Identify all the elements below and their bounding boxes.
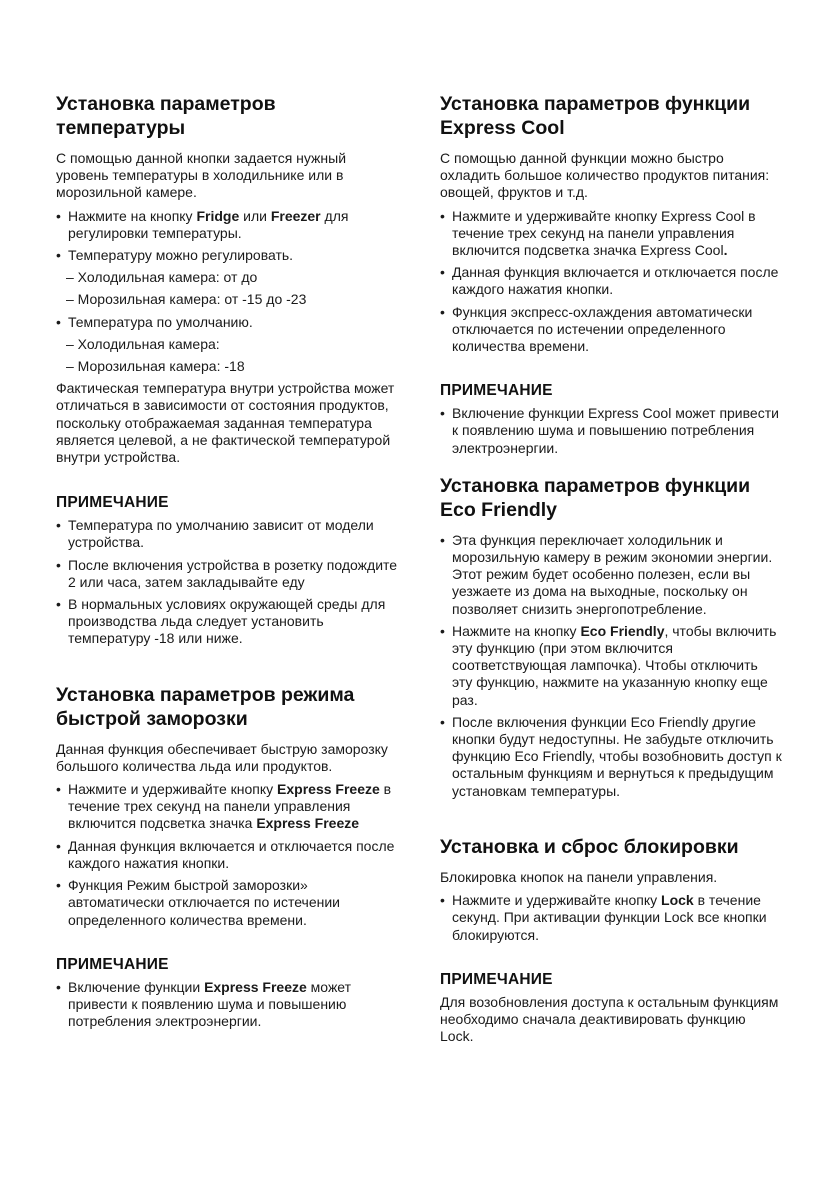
list-item: • Эта функция переключает холодильник и морозильную камеру в режим экономии энергии. Этот режим будет особенно полезен, если вы уезжаете из дома на выходные, поскольку он позволяет снизить энергопотребление. xyxy=(440,532,782,618)
note-list xyxy=(440,405,782,457)
list-item: • Данная функция включается и отключается после каждого нажатия кнопки. xyxy=(56,838,398,872)
temperature-section xyxy=(56,92,398,466)
left-column xyxy=(56,92,398,1035)
temperature-intro: С помощью данной кнопки задается нужный уровень температуры в холодильнике или в морозильной камере. xyxy=(56,150,347,201)
sub-item: – Морозильная камера: -18 xyxy=(66,358,245,375)
eco-friendly-section xyxy=(440,474,782,800)
lock-section xyxy=(440,835,782,944)
note-title: ПРИМЕЧАНИЕ xyxy=(56,955,169,973)
list-item: • Данная функция включается и отключается после каждого нажатия кнопки. xyxy=(440,264,782,298)
list-item: • Температура по умолчанию. xyxy=(56,314,398,331)
fast-freeze-section xyxy=(56,683,398,929)
express-cool-intro: С помощью данной функции можно быстро охладить большое количество продуктов питания: овощей, фруктов и т.д. xyxy=(440,150,770,201)
note-title: ПРИМЕЧАНИЕ xyxy=(440,970,553,988)
sub-item: – Холодильная камера: от до xyxy=(66,269,258,286)
list-item: • Нажмите и удерживайте кнопку Lock в течение секунд. При активации функции Lock все кнопки блокируются. xyxy=(440,892,782,944)
list-item: • Функция экспресс-охлаждения автоматически отключается по истечении определенного количества времени. xyxy=(440,304,782,356)
note-title: ПРИМЕЧАНИЕ xyxy=(440,382,553,400)
list-item: • Нажмите и удерживайте кнопку Express Freeze в течение трех секунд на панели управления включится подсветка значка Express Freeze xyxy=(56,781,398,833)
temperature-paragraph: Фактическая температура внутри устройства может отличаться в зависимости от состояния продуктов, поскольку отображаемая заданная температура является целевой, а не фактической температурой внутри устройства. xyxy=(56,380,395,466)
eco-friendly-title: Установка параметров функции Eco Friendly xyxy=(440,474,751,521)
list-item: • Температура по умолчанию зависит от модели устройства. xyxy=(56,517,398,551)
note-title: ПРИМЕЧАНИЕ xyxy=(56,494,169,512)
eco-friendly-list xyxy=(440,532,782,800)
lock-title: Установка и сброс блокировки xyxy=(440,835,739,858)
note-list xyxy=(56,979,398,1031)
list-item: • Нажмите на кнопку Eco Friendly, чтобы включить эту функцию (при этом включится соответствующая лампочка). Чтобы отключить эту функцию, нажмите на указанную кнопку еще раз. xyxy=(440,623,782,709)
list-item: • Функция Режим быстрой заморозки» автоматически отключается по истечении определенного количества времени. xyxy=(56,877,398,929)
note-text: Для возобновления доступа к остальным функциям необходимо сначала деактивировать функцию Lock. xyxy=(440,993,779,1045)
temperature-list xyxy=(56,208,398,376)
note-section xyxy=(440,971,782,1046)
list-item: • Включение функции Express Freeze может привести к появлению шума и повышению потребления электроэнергии. xyxy=(56,979,398,1031)
express-cool-section xyxy=(440,92,782,355)
list-item: • После включения функции Eco Friendly другие кнопки будут недоступны. Не забудьте отключить функцию Eco Friendly, чтобы возобновить доступ к остальным функциям и вернуться к предыдущим установкам температуры. xyxy=(440,714,782,800)
sub-item: – Холодильная камера: xyxy=(66,335,220,352)
lock-intro: Блокировка кнопок на панели управления. xyxy=(440,868,718,885)
list-item: • В нормальных условиях окружающей среды для производства льда следует установить температуру -18 или ниже. xyxy=(56,596,398,648)
fast-freeze-title: Установка параметров режима быстрой заморозки xyxy=(56,683,355,730)
list-item: • После включения устройства в розетку подождите 2 или часа, затем закладывайте еду xyxy=(56,557,398,591)
temperature-title: Установка параметров температуры xyxy=(56,93,276,139)
fast-freeze-intro: Данная функция обеспечивает быструю заморозку большого количества льда или продуктов. xyxy=(56,740,388,774)
list-item: • Нажмите на кнопку Fridge или Freezer для регулировки температуры. xyxy=(56,208,398,242)
list-item: • Включение функции Express Cool может привести к появлению шума и повышению потребления электроэнергии. xyxy=(440,405,782,457)
list-item: • Нажмите и удерживайте кнопку Express Cool в течение трех секунд на панели управления включится подсветка значка Express Cool. xyxy=(440,208,782,260)
note-section xyxy=(56,494,398,647)
lock-list xyxy=(440,892,782,944)
right-column xyxy=(440,92,782,1051)
express-cool-title: Установка параметров функции Express Cool xyxy=(440,93,751,139)
sub-item: – Морозильная камера: от -15 до -23 xyxy=(66,291,307,308)
note-list xyxy=(56,517,398,647)
express-cool-list xyxy=(440,208,782,356)
list-item: • Температуру можно регулировать. xyxy=(56,247,398,264)
note-section xyxy=(56,956,398,1031)
fast-freeze-list xyxy=(56,781,398,929)
note-section xyxy=(440,382,782,457)
